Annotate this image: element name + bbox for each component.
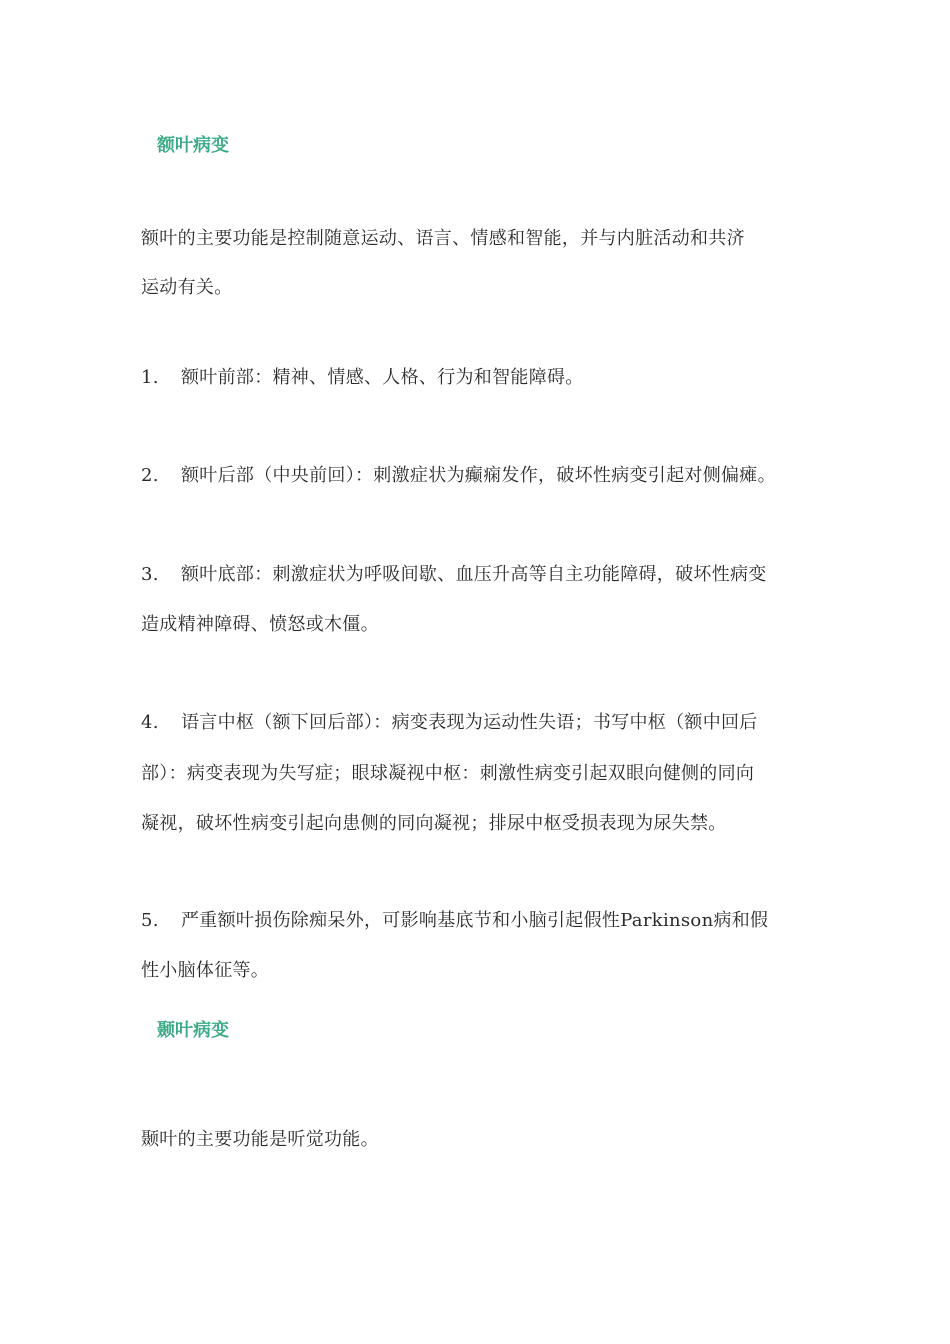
list-item-text: 额叶后部（中央前回）：刺激症状为癫痫发作，破坏性病变引起对侧偏瘫。	[181, 465, 776, 486]
list-item-number: 4.	[141, 712, 159, 733]
section-heading-temporal-lobe: 颞叶病变	[157, 1020, 229, 1041]
list-item	[141, 366, 584, 390]
list-item-text: 额叶底部：刺激症状为呼吸间歇、血压升高等自主功能障碍，破坏性病变	[181, 564, 767, 585]
list-item-text: 严重额叶损伤除痴呆外，可影响基底节和小脑引起假性Parkinson病和假	[181, 910, 769, 931]
list-item-number: 2.	[141, 465, 159, 486]
list-item-text: 语言中枢（额下回后部）：病变表现为运动性失语；书写中枢（额中回后	[181, 712, 758, 733]
intro-line: 颞叶的主要功能是听觉功能。	[141, 1129, 379, 1150]
list-item-text: 额叶前部：精神、情感、人格、行为和智能障碍。	[181, 367, 584, 388]
list-item	[141, 563, 767, 587]
section-heading-frontal-lobe: 额叶病变	[157, 135, 229, 156]
list-item	[141, 711, 758, 735]
list-item-continuation: 部）：病变表现为失写症；眼球凝视中枢：刺激性病变引起双眼向健侧的同向	[141, 763, 755, 784]
list-item	[141, 464, 776, 488]
list-item-continuation: 性小脑体征等。	[141, 960, 270, 981]
list-item-number: 5.	[141, 910, 159, 931]
list-item-number: 1.	[141, 367, 159, 388]
list-item	[141, 909, 768, 933]
list-item-number: 3.	[141, 564, 159, 585]
list-item-continuation: 凝视，破坏性病变引起向患侧的同向凝视；排尿中枢受损表现为尿失禁。	[141, 813, 727, 834]
list-item-continuation: 造成精神障碍、愤怒或木僵。	[141, 614, 379, 635]
intro-line: 运动有关。	[141, 277, 233, 298]
intro-line: 额叶的主要功能是控制随意运动、语言、情感和智能，并与内脏活动和共济	[141, 228, 745, 249]
